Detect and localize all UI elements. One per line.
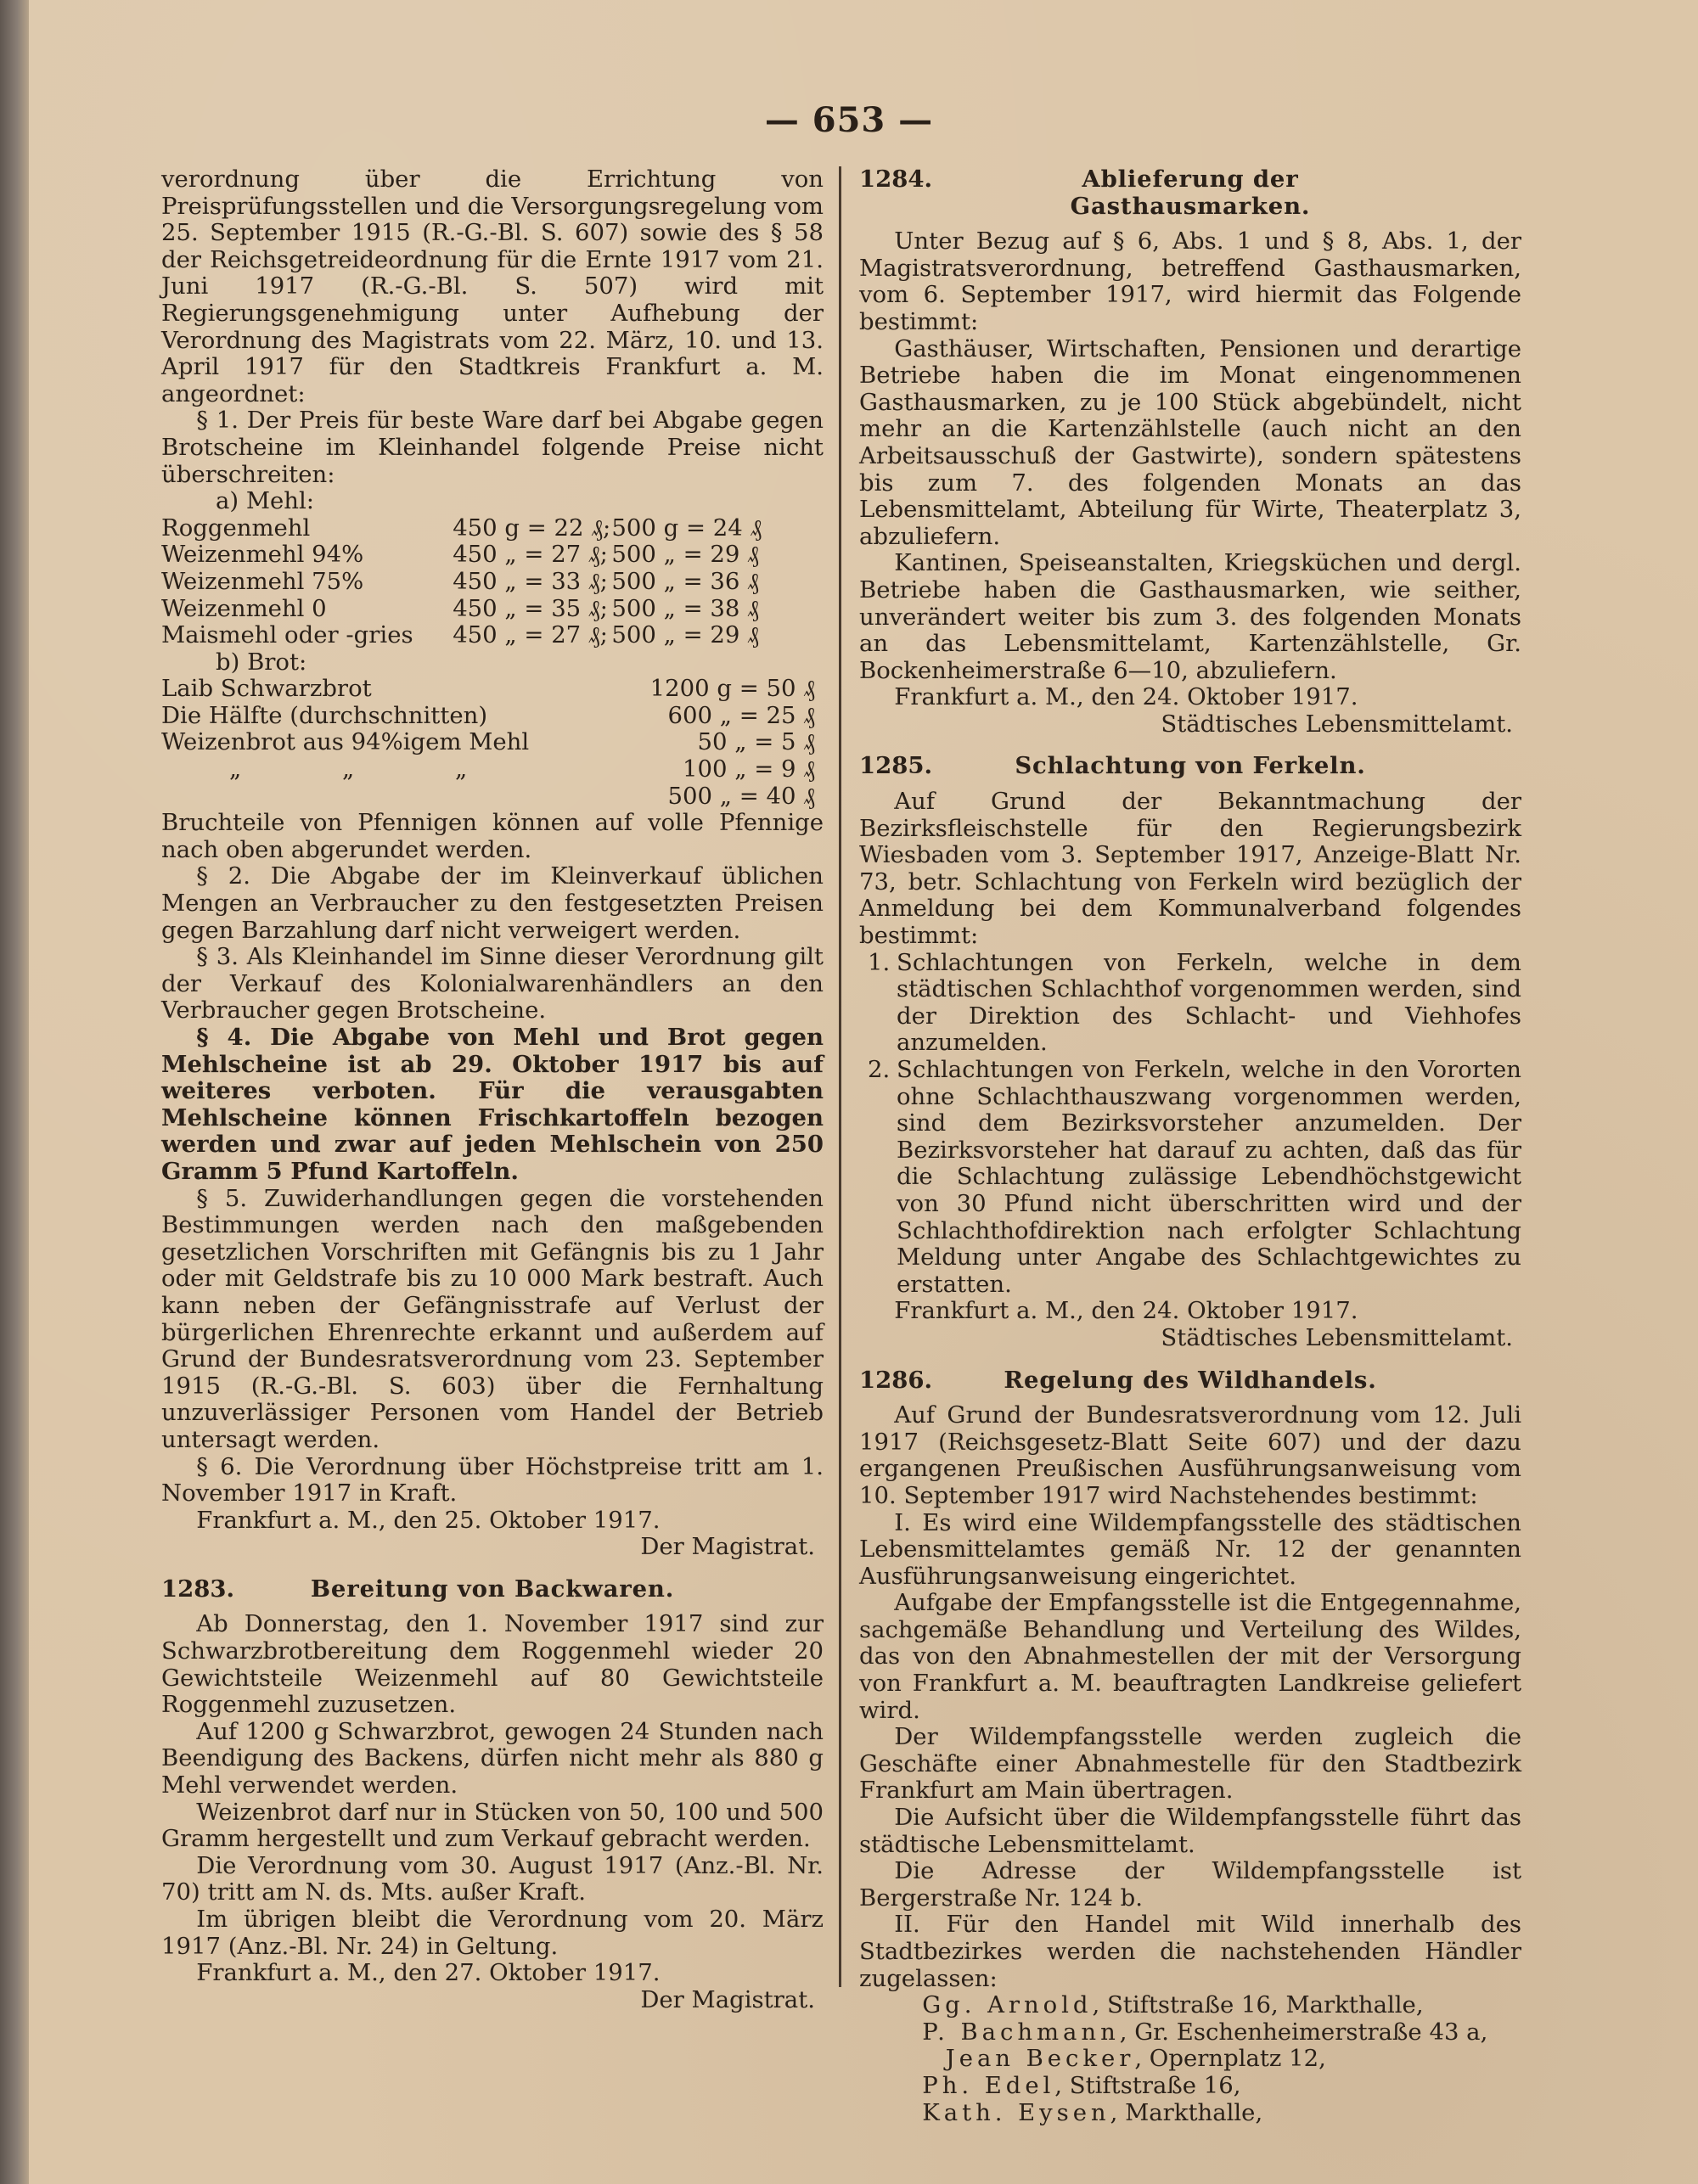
table-row <box>161 622 824 649</box>
section-heading-1286 <box>859 1367 1521 1395</box>
paragraph: Gasthäuser, Wirtschaften, Pensionen und derartige Betriebe haben die im Monat eingenommenen Gasthausmarken, zu je 100 Stück abgebündelt, nicht mehr an die Kartenzählstelle (auch nicht an den Arbeitsausschuß der Gastwirte), sondern spätestens bis zum 7. des folgenden Monats an das Lebensmittelamt, Abteilung für Wirte, Theaterplatz 3, abzuliefern. <box>859 334 1521 550</box>
price-value: 600 „ = 25 ₰ <box>667 701 815 729</box>
paragraph: Ab Donnerstag, den 1. November 1917 sind zur Schwarzbrotbereitung dem Roggenmehl wieder 20 Gewichtsteile Weizenmehl auf 80 Gewichtsteile Roggenmehl zuzusetzen. <box>161 1610 824 1719</box>
left-column <box>161 166 824 2013</box>
price-500g: 500 „ = 36 ₰ <box>611 567 759 595</box>
page-number: — 653 — <box>764 100 934 140</box>
list-text: Schlachtungen von Ferkeln, welche in dem städtischen Schlachthof vorgenommen werden, sind der Direktion des Schlacht- und Viehhofes anzumelden. <box>897 948 1521 1057</box>
table-row <box>161 729 824 756</box>
price-item-name: Die Hälfte (durchschnitten) <box>161 701 488 729</box>
section-heading-1284 <box>859 166 1521 220</box>
price-item-name: Laib Schwarzbrot <box>161 675 372 703</box>
section-number: 1284. <box>859 166 933 193</box>
price-500g: 500 „ = 29 ₰ <box>611 541 759 569</box>
price-item-name: Weizenmehl 94% <box>161 541 364 569</box>
price-500g: 500 g = 24 ₰ <box>611 514 762 542</box>
table-row <box>161 515 824 542</box>
table-row <box>161 783 824 811</box>
price-450g: 450 g = 22 ₰; <box>453 514 611 542</box>
paragraph-4: § 4. Die Abgabe von Mehl und Brot gegen Mehlscheine ist ab 29. Oktober 1917 bis auf weiteres verboten. Für die verausgabten Mehlscheine können Frischkartoffeln bezogen werden und zwar auf jeden Mehlschein von 250 Gramm 5 Pfund Kartoffeln. <box>161 1024 824 1185</box>
brot-price-table <box>161 676 824 810</box>
price-450g: 450 „ = 27 ₰; <box>453 541 608 569</box>
paragraph: I. Es wird eine Wildempfangsstelle des städtischen Lebensmittelamtes gemäß Nr. 12 der genannten Ausführungsanweisung eingerichtet. <box>859 1508 1521 1590</box>
section-title: Schlachtung von Ferkeln. <box>1015 752 1366 780</box>
list-item <box>922 1992 1521 2019</box>
paragraph: Kantinen, Speiseanstalten, Kriegsküchen und dergl. Betriebe haben die Gasthausmarken, wie seither, unverändert weiter bis zum 3. des folgenden Monats an das Lebensmittelamt, Kartenzählstelle, Gr. Bockenheimerstraße 6—10, abzuliefern. <box>859 549 1521 684</box>
price-item-name <box>161 783 572 811</box>
section-heading-1285 <box>859 753 1521 780</box>
table-row <box>161 569 824 596</box>
signature: Der Magistrat. <box>640 1533 815 1561</box>
signature: Der Magistrat. <box>640 1985 815 2013</box>
table-row <box>161 756 824 783</box>
paragraph: Aufgabe der Empfangsstelle ist die Entgegennahme, sachgemäße Behandlung und Verteilung des Wildes, das von den Abnahmestellen der mit der Versorgung von Frankfurt a. M. beauftragten Landkreise geliefert wird. <box>859 1589 1521 1724</box>
price-item-name: Roggenmehl <box>161 514 311 542</box>
paragraph: Auf 1200 g Schwarzbrot, gewogen 24 Stunden nach Beendigung des Backens, dürfen nicht mehr als 880 g Mehl verwendet werden. <box>161 1717 824 1799</box>
paragraph-6: § 6. Die Verordnung über Höchstpreise tritt am 1. November 1917 in Kraft. <box>161 1452 824 1507</box>
price-500g: 500 „ = 29 ₰ <box>611 621 759 649</box>
section-number: 1283. <box>161 1575 235 1603</box>
price-450g: 450 „ = 27 ₰; <box>453 621 608 649</box>
signature: Städtisches Lebensmittelamt. <box>1161 710 1513 738</box>
date-line: Frankfurt a. M., den 25. Oktober 1917. <box>196 1506 661 1534</box>
list-item <box>922 2073 1521 2100</box>
list-number: 2. <box>868 1056 891 1083</box>
date-line: Frankfurt a. M., den 24. Oktober 1917. <box>894 1297 1358 1325</box>
paragraph: Im übrigen bleibt die Verordnung vom 20. März 1917 (Anz.-Bl. Nr. 24) in Geltung. <box>161 1906 824 1960</box>
dealer-list <box>859 1992 1521 2126</box>
paragraph: Die Aufsicht über die Wildempfangsstelle führt das städtische Lebensmittelamt. <box>859 1804 1521 1858</box>
signature: Städtisches Lebensmittelamt. <box>1161 1323 1513 1351</box>
paragraph: Weizenbrot darf nur in Stücken von 50, 100 und 500 Gramm hergestellt und zum Verkauf gebracht werden. <box>161 1798 824 1853</box>
price-item-name: „ „ „ <box>229 755 468 783</box>
table-row <box>161 676 824 703</box>
intro-paragraph: verordnung über die Errichtung von Preisprüfungsstellen und die Versorgungsregelung vom 25. September 1915 (R.-G.-Bl. S. 607) sowie des § 58 der Reichsgetreideordnung für die Ernte 1917 vom 21. Juni 1917 (R.-G.-Bl. S. 507) wird mit Regierungsgenehmigung unter Aufhebung der Verordnung des Magistrats vom 22. März, 10. und 13. April 1917 für den Stadtkreis Frankfurt a. M. angeordnet: <box>161 166 824 407</box>
price-value: 100 „ = 9 ₰ <box>683 755 815 783</box>
paragraph: Die Verordnung vom 30. August 1917 (Anz.-Bl. Nr. 70) tritt am N. ds. Mts. außer Kraft. <box>161 1851 824 1906</box>
dealer-name: Jean Becker <box>945 2045 1135 2073</box>
section-number: 1286. <box>859 1366 933 1394</box>
paragraph-2: § 2. Die Abgabe der im Kleinverkauf üblichen Mengen an Verbraucher zu den festgesetzten Preisen gegen Barzahlung darf nicht verweigert werden. <box>161 862 824 944</box>
table-row <box>161 596 824 623</box>
paragraph: Auf Grund der Bundesratsverordnung vom 12. Juli 1917 (Reichsgesetz-Blatt Seite 607) und der dazu ergangenen Preußischen Ausführungsanweisung vom 10. September 1917 wird Nachstehendes bestimmt: <box>859 1401 1521 1509</box>
price-item-name: Weizenmehl 0 <box>161 594 327 622</box>
list-item <box>922 2100 1521 2127</box>
paragraph: Auf Grund der Bekanntmachung der Bezirksfleischstelle für den Regierungsbezirk Wiesbaden vom 3. September 1917, Anzeige-Blatt Nr. 73, betr. Schlachtung von Ferkeln wird bezüglich der Anmeldung bei dem Kommunalverband folgendes bestimmt: <box>859 788 1521 950</box>
dealer-name: Gg. Arnold <box>922 1991 1093 2019</box>
section-title: Regelung des Wildhandels. <box>1004 1366 1377 1394</box>
paragraph: Unter Bezug auf § 6, Abs. 1 und § 8, Abs. 1, der Magistratsverordnung, betreffend Gasthausmarken, vom 6. September 1917, wird hiermit das Folgende bestimmt: <box>859 227 1521 335</box>
list-item <box>859 950 1521 1057</box>
paragraph-5: § 5. Zuwiderhandlungen gegen die vorstehenden Bestimmungen werden nach den maßgebenden gesetzlichen Vorschriften mit Gefängnis bis zu 1 Jahr oder mit Geldstrafe bis zu 10 000 Mark bestraft. Auch kann neben der Gefängnisstrafe auf Verlust der bürgerlichen Ehrenrechte erkannt und außerdem auf Grund der Bundesratsverordnung vom 23. September 1915 (R.-G.-Bl. S. 603) über die Fernhaltung unzuverlässiger Personen vom Handel der Betrieb untersagt werden. <box>161 1184 824 1453</box>
price-value: 1200 g = 50 ₰ <box>649 675 815 703</box>
brot-label: b) Brot: <box>216 648 307 676</box>
dealer-address: , Markthalle, <box>1110 2098 1263 2126</box>
list-item <box>859 1057 1521 1298</box>
price-value: 50 „ = 5 ₰ <box>697 728 815 756</box>
price-value: 500 „ = 40 ₰ <box>667 782 815 810</box>
section-heading-1283 <box>161 1576 824 1603</box>
column-rule <box>839 166 841 1987</box>
table-row <box>161 703 824 730</box>
price-item-name: Weizenmehl 75% <box>161 567 364 595</box>
section-number: 1285. <box>859 752 933 780</box>
paragraph: II. Für den Handel mit Wild innerhalb des Stadtbezirkes werden die nachstehenden Händler zugelassen: <box>859 1911 1521 1992</box>
section-title: Ablieferung der Gasthausmarken. <box>1070 166 1311 220</box>
price-item-name: Weizenbrot aus 94%igem Mehl <box>161 728 530 756</box>
date-line: Frankfurt a. M., den 24. Oktober 1917. <box>894 683 1358 711</box>
dealer-name: P. Bachmann <box>922 2018 1120 2046</box>
table-row <box>161 542 824 569</box>
list-item <box>922 2046 1521 2073</box>
dealer-address: , Opernplatz 12, <box>1134 2045 1326 2073</box>
dealer-address: , Stiftstraße 16, <box>1054 2071 1241 2099</box>
paragraph: Die Adresse der Wildempfangsstelle ist Bergerstraße Nr. 124 b. <box>859 1857 1521 1912</box>
paragraph-3: § 3. Als Kleinhandel im Sinne dieser Verordnung gilt der Verkauf des Kolonialwarenhändlers an den Verbraucher gegen Brotscheine. <box>161 943 824 1025</box>
right-column <box>859 166 1521 2126</box>
mehl-label: a) Mehl: <box>216 487 315 515</box>
book-binding <box>0 0 29 2184</box>
dealer-address: , Gr. Eschenheimerstraße 43 a, <box>1119 2018 1488 2046</box>
list-item <box>922 2019 1521 2046</box>
dealer-name: Ph. Edel <box>922 2071 1055 2099</box>
dealer-address: , Stiftstraße 16, Markthalle, <box>1092 1991 1424 2019</box>
price-item-name: Maismehl oder -gries <box>161 621 413 649</box>
price-450g: 450 „ = 35 ₰; <box>453 594 608 622</box>
paragraph-1: § 1. Der Preis für beste Ware darf bei Abgabe gegen Brotscheine im Kleinhandel folgende Preise nicht überschreiten: <box>161 407 824 488</box>
paragraph: Der Wildempfangsstelle werden zugleich die Geschäfte einer Abnahmestelle für den Stadtbezirk Frankfurt am Main übertragen. <box>859 1723 1521 1805</box>
date-line: Frankfurt a. M., den 27. Oktober 1917. <box>196 1959 661 1987</box>
list-number: 1. <box>868 948 891 976</box>
price-500g: 500 „ = 38 ₰ <box>611 594 759 622</box>
price-450g: 450 „ = 33 ₰; <box>453 567 608 595</box>
section-title: Bereitung von Backwaren. <box>310 1575 675 1603</box>
rounding-note: Bruchteile von Pfennigen können auf volle Pfennige nach oben abgerundet werden. <box>161 809 824 863</box>
list-text: Schlachtungen von Ferkeln, welche in den Vororten ohne Schlachthauszwang vorgenommen werden, sind dem Bezirksvorsteher anzumelden. Der Bezirksvorsteher hat darauf zu achten, daß das für die Schlachtung zulässige Lebendhöchstgewicht von 30 Pfund nicht überschritten wird und der Schlachthofdirektion nach erfolgter Schlachtung Meldung unter Angabe des Schlachtgewichtes zu erstatten. <box>897 1056 1521 1298</box>
mehl-price-table <box>161 515 824 649</box>
dealer-name: Kath. Eysen <box>922 2098 1110 2126</box>
